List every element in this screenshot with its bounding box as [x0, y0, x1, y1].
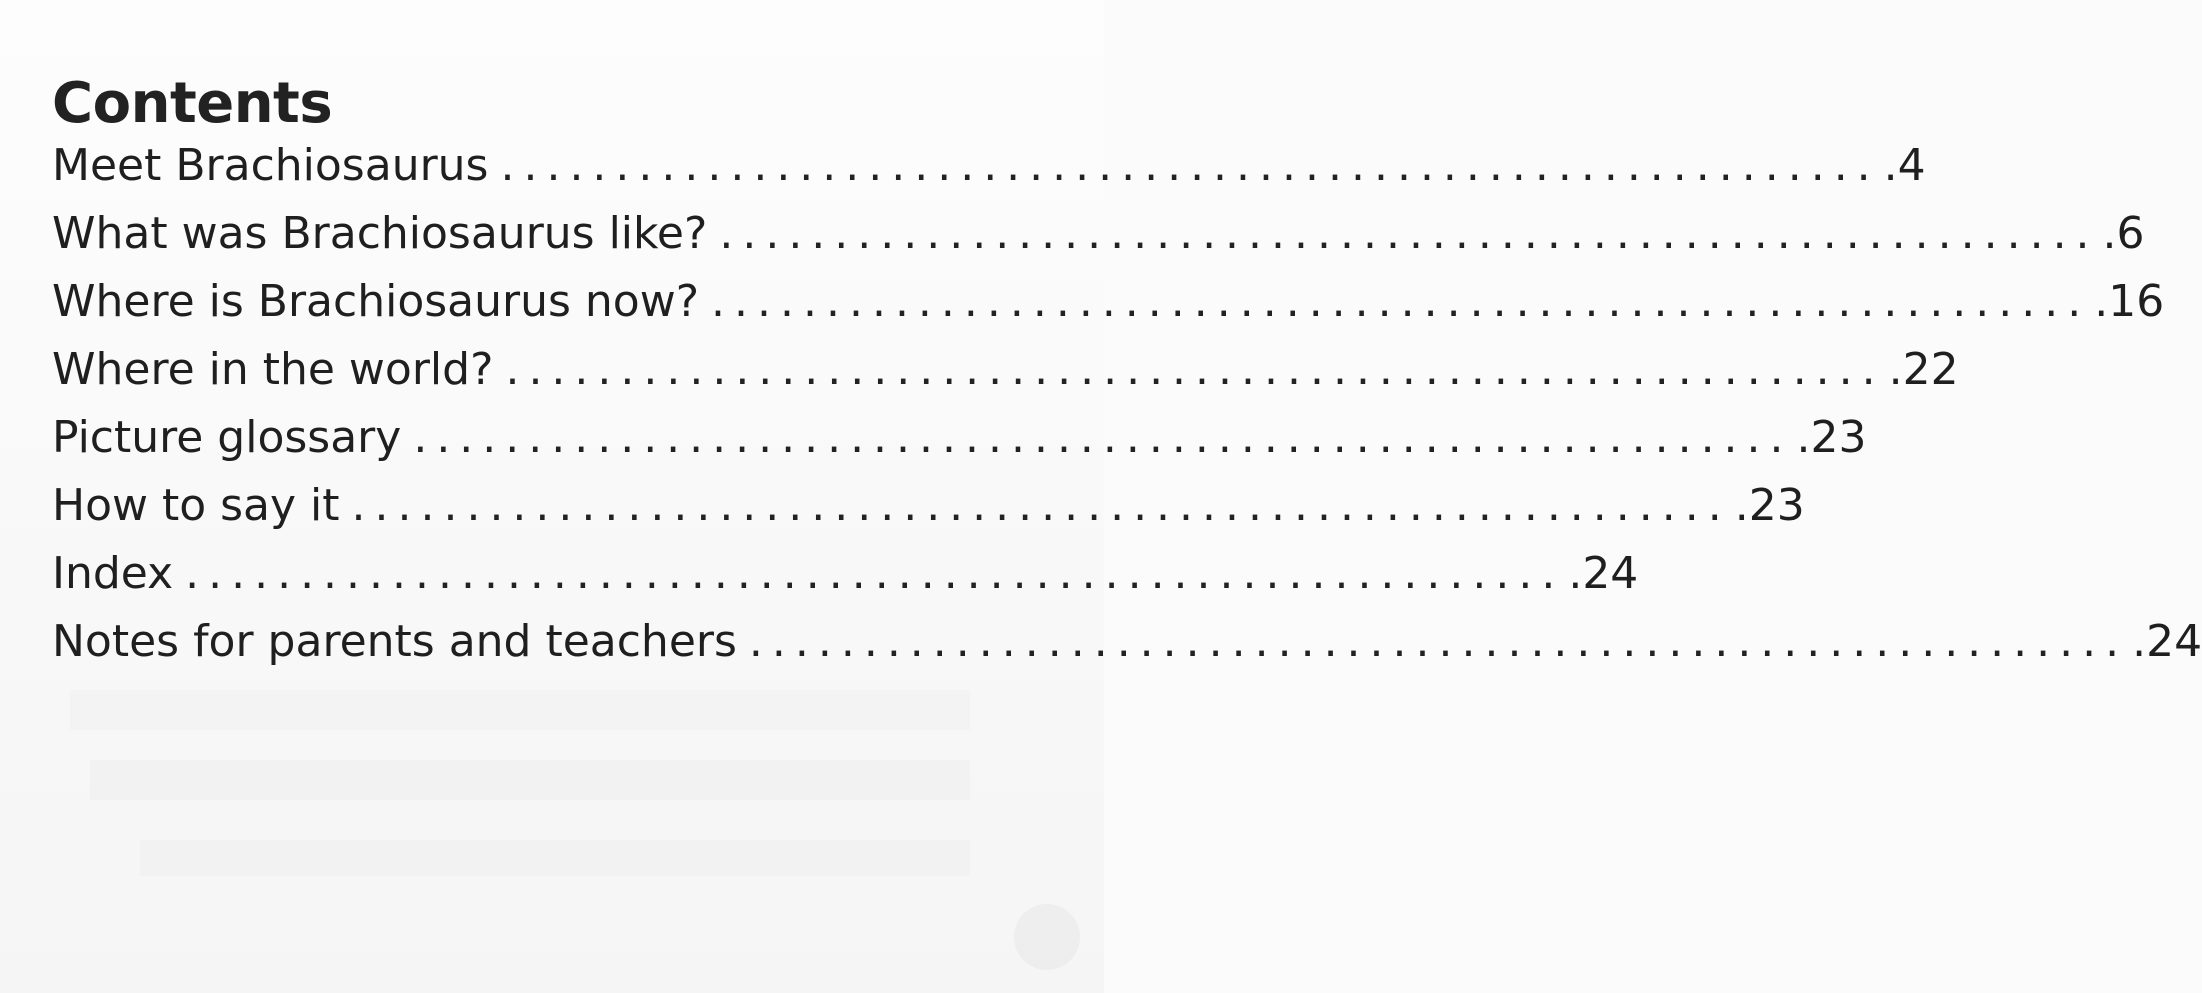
- toc-entry-label: How to say it: [52, 480, 340, 531]
- toc-entry-label: Index: [52, 548, 174, 599]
- toc-entry[interactable]: [52, 336, 1959, 404]
- toc-entry[interactable]: [52, 200, 2145, 268]
- toc-entry-page: .23: [1796, 412, 1867, 463]
- toc-entry-page: .24: [1568, 548, 1639, 599]
- toc-entry[interactable]: [52, 608, 2202, 676]
- toc-entry-label: What was Brachiosaurus like?: [52, 208, 708, 259]
- show-through-shading: [90, 760, 970, 800]
- toc-entry-label: Notes for parents and teachers: [52, 616, 737, 667]
- toc-dot-leader: ............................................................: [185, 548, 1565, 599]
- show-through-shading: [140, 840, 970, 876]
- toc-entry-label: Where in the world?: [52, 344, 494, 395]
- toc-dot-leader: ............................................................: [505, 344, 1885, 395]
- toc-entry-page: .4: [1883, 140, 1926, 191]
- toc-entry[interactable]: [52, 472, 1805, 540]
- toc-entry-page: .22: [1888, 344, 1959, 395]
- show-through-shading: [70, 690, 970, 730]
- page-number-mark: [1014, 904, 1080, 970]
- toc-entry-label: Picture glossary: [52, 412, 402, 463]
- toc-dot-leader: ............................................................: [711, 276, 2091, 327]
- toc-entry[interactable]: [52, 132, 1926, 200]
- toc-dot-leader: ............................................................: [719, 208, 2099, 259]
- toc-entry-page: .23: [1734, 480, 1805, 531]
- toc-entry-page: .16: [2094, 276, 2165, 327]
- toc-dot-leader: ............................................................: [413, 412, 1793, 463]
- toc-entry-label: Meet Brachiosaurus: [52, 140, 489, 191]
- toc-entry[interactable]: [52, 404, 1867, 472]
- toc-dot-leader: ............................................................: [351, 480, 1731, 531]
- table-of-contents: [52, 132, 2202, 676]
- page-title: Contents: [52, 70, 333, 136]
- toc-entry-label: Where is Brachiosaurus now?: [52, 276, 700, 327]
- toc-dot-leader: ............................................................: [500, 140, 1880, 191]
- toc-entry[interactable]: [52, 540, 1639, 608]
- toc-entry-page: .24: [2132, 616, 2202, 667]
- toc-dot-leader: ............................................................: [748, 616, 2129, 667]
- toc-entry[interactable]: [52, 268, 2165, 336]
- toc-entry-page: .6: [2102, 208, 2145, 259]
